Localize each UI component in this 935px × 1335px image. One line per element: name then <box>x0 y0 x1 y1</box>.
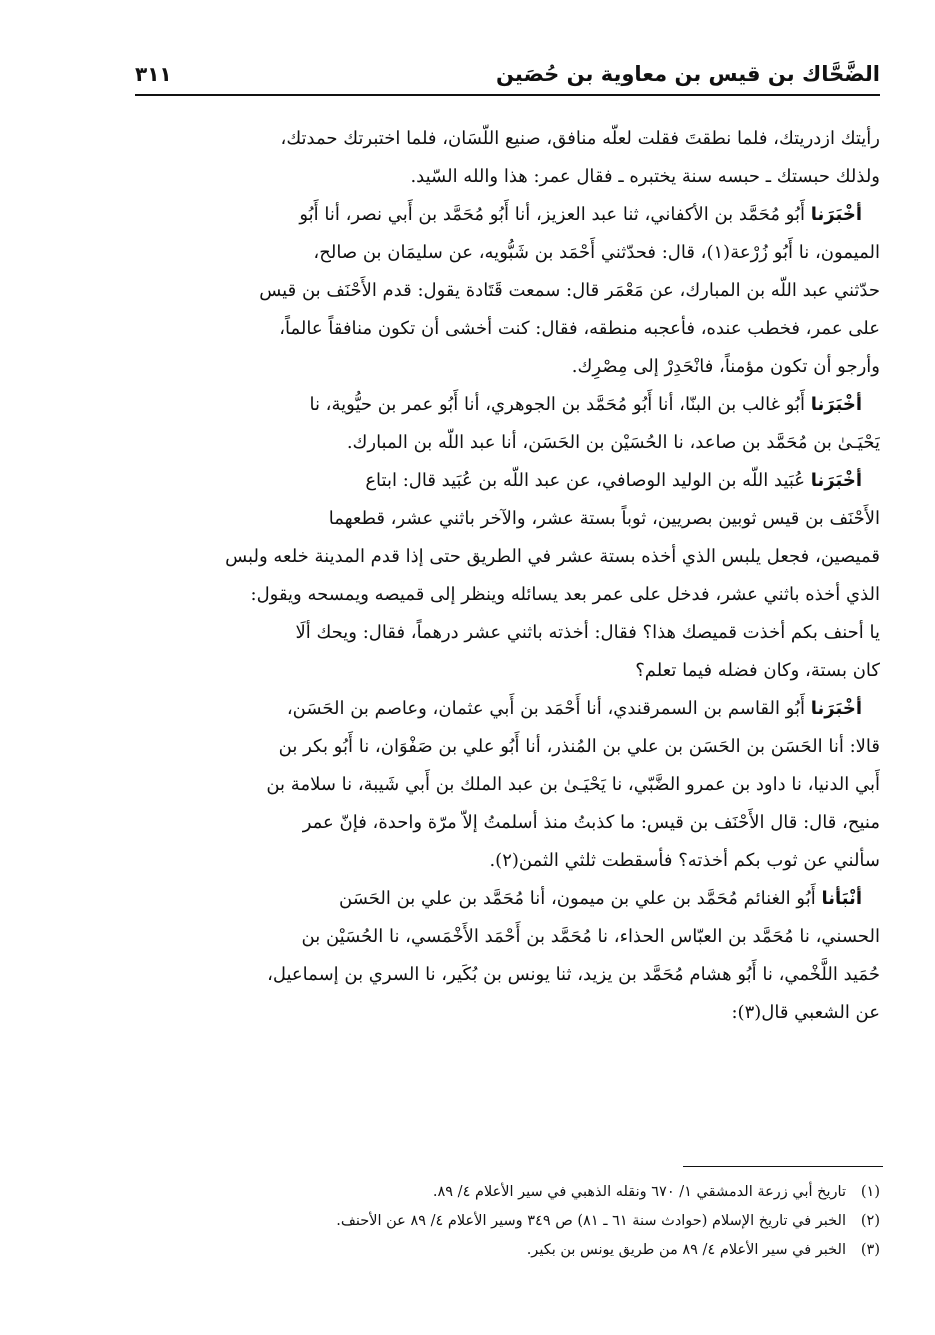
text-line <box>135 158 880 196</box>
footnote-text: الخبر في تاريخ الإسلام (حوادث سنة ٦١ ـ ٨١) ص ٣٤٩ وسير الأعلام ٤/ ٨٩ عن الأحنف. <box>336 1213 846 1229</box>
text-line <box>135 956 880 994</box>
text-line <box>135 272 880 310</box>
paragraph <box>135 120 880 196</box>
line-text: على عمر، فخطب عنده، فأعجبه منطقه، فقال: كنت أخشى أن تكون منافقاً عالماً، <box>279 318 880 339</box>
text-line <box>135 766 880 804</box>
footnote-text: تاريخ أبي زرعة الدمشقي ١/ ٦٧٠ ونقله الذهبي في سير الأعلام ٤/ ٨٩. <box>432 1184 846 1200</box>
text-line <box>135 994 880 1032</box>
paragraph <box>135 880 880 1032</box>
line-text: أَبُو الغنائم مُحَمَّد بن علي بن ميمون، أنا مُحَمَّد بن علي بن الحَسَن <box>339 888 822 909</box>
line-text: يا أحنف بكم أخذت قميصك هذا؟ فقال: أخذته باثني عشر درهماً، فقال: ويحك ألَا <box>295 622 880 643</box>
line-text: ولذلك حبستك ـ حبسه سنة يختبره ـ فقال عمر: هذا والله السّيد. <box>410 166 880 187</box>
text-line <box>135 348 880 386</box>
chain-keyword: أخْبَرَنا <box>810 204 862 225</box>
paragraph <box>135 690 880 880</box>
line-text: قميصين، فجعل يلبس الذي أخذه بستة عشر في الطريق حتى إذا قدم المدينة خلعه ولبس <box>225 546 880 567</box>
line-text: سألني عن ثوب بكم أخذته؟ فأسقطت ثلثي الثمن(٢). <box>489 850 880 871</box>
line-text: وأرجو أن تكون مؤمناً، فانْحَدِرْ إلى مِصْرِك. <box>571 356 880 377</box>
text-line <box>135 386 880 424</box>
text-line <box>135 918 880 956</box>
paragraph <box>135 386 880 462</box>
chain-keyword: أخْبَرَنا <box>810 394 862 415</box>
main-text <box>135 120 880 1032</box>
paragraph <box>135 462 880 690</box>
header-title: الضَّحَّاك بن قيس بن معاوية بن حُصَين <box>496 62 880 86</box>
text-line <box>135 728 880 766</box>
text-line <box>135 120 880 158</box>
text-line <box>135 462 880 500</box>
text-line <box>135 500 880 538</box>
line-text: أَبُو القاسم بن السمرقندي، أنا أَحْمَد بن أَبي عثمان، وعاصم بن الحَسَن، <box>286 698 811 719</box>
chain-keyword: أنْبَأنا <box>821 888 862 909</box>
text-line <box>135 690 880 728</box>
text-line <box>135 424 880 462</box>
footnotes <box>135 1178 880 1265</box>
line-text: الميمون، نا أَبُو زُرْعة(١)، قال: فحدّثني أَحْمَد بن شَبُّويه، عن سليمَان بن صالح، <box>313 242 880 263</box>
line-text: الحسني، نا مُحَمَّد بن العبّاس الحذاء، نا مُحَمَّد بن أَحْمَد الأَخْمَسي، نا الحُسَيْن بن <box>301 926 880 947</box>
footnote-separator <box>683 1166 883 1167</box>
footnote <box>135 1236 880 1265</box>
page-number: ٣١١ <box>135 62 172 86</box>
line-text: عُبَيد اللّه بن الوليد الوصافي، عن عبد اللّه بن عُبَيد قال: ابتاع <box>365 470 811 491</box>
line-text: أَبُو غالب بن البنّا، أنا أَبُو مُحَمَّد بن الجوهري، أنا أَبُو عمر بن حيُّوية، نا <box>309 394 811 415</box>
text-line <box>135 538 880 576</box>
footnote-number: (١) <box>860 1184 880 1200</box>
line-text: رأيتك ازدريتك، فلما نطقتَ فقلت لعلّه منافق، صنيع اللّسَان، فلما اختبرتك حمدتك، <box>280 128 880 149</box>
line-text: منيح، قال: قال الأَحْنَف بن قيس: ما كذبتُ منذ أسلمتُ إلاّ مرّة واحدة، فإنّ عمر <box>302 812 880 833</box>
footnote-text: الخبر في سير الأعلام ٤/ ٨٩ من طريق يونس بن بكير. <box>526 1242 846 1258</box>
footnote <box>135 1207 880 1236</box>
line-text: يَحْيَـىٰ بن مُحَمَّد بن صاعد، نا الحُسَيْن بن الحَسَن، أنا عبد اللّه بن المبارك. <box>346 432 880 453</box>
line-text: قالا: أنا الحَسَن بن الحَسَن بن علي بن المُنذر، أنا أَبُو علي بن صَفْوَان، نا أَبُو بكر بن <box>278 736 880 757</box>
chain-keyword: أخْبَرَنا <box>810 470 862 491</box>
footnote <box>135 1178 880 1207</box>
line-text: حُمَيد اللَّخْمي، نا أَبُو هشام مُحَمَّد بن يزيد، ثنا يونس بن بُكَير، نا السري بن إسماعيل، <box>267 964 880 985</box>
text-line <box>135 804 880 842</box>
text-line <box>135 880 880 918</box>
line-text: الذي أخذه باثني عشر، فدخل على عمر بعد يسائله وينظر إلى قميصه ويمسحه ويقول: <box>250 584 880 605</box>
footnote-number: (٣) <box>860 1242 880 1258</box>
line-text: أَبي الدنيا، نا داود بن عمرو الضَّبّي، نا يَحْيَـىٰ بن عبد الملك بن أَبي شَيبة، نا سلامة بن <box>266 774 880 795</box>
text-line <box>135 652 880 690</box>
line-text: أَبُو مُحَمَّد بن الأكفاني، ثنا عبد العزيز، أنا أَبُو مُحَمَّد بن أَبي نصر، أنا أَبُو <box>299 204 811 225</box>
chain-keyword: أخْبَرَنا <box>810 698 862 719</box>
line-text: عن الشعبي قال(٣): <box>731 1002 880 1023</box>
text-line <box>135 234 880 272</box>
paragraph <box>135 196 880 386</box>
line-text: حدّثني عبد اللّه بن المبارك، عن مَعْمَر قال: سمعت قَتَادة يقول: قدم الأَحْنَف بن قيس <box>259 280 880 301</box>
text-line <box>135 196 880 234</box>
text-line <box>135 614 880 652</box>
running-header <box>135 48 880 96</box>
text-line <box>135 842 880 880</box>
footnote-number: (٢) <box>860 1213 880 1229</box>
line-text: الأَحْنَف بن قيس ثوبين بصريين، ثوباً بستة عشر، والآخر باثني عشر، قطعهما <box>328 508 880 529</box>
text-line <box>135 576 880 614</box>
line-text: كان بستة، وكان فضله فيما تعلم؟ <box>635 660 880 681</box>
text-line <box>135 310 880 348</box>
